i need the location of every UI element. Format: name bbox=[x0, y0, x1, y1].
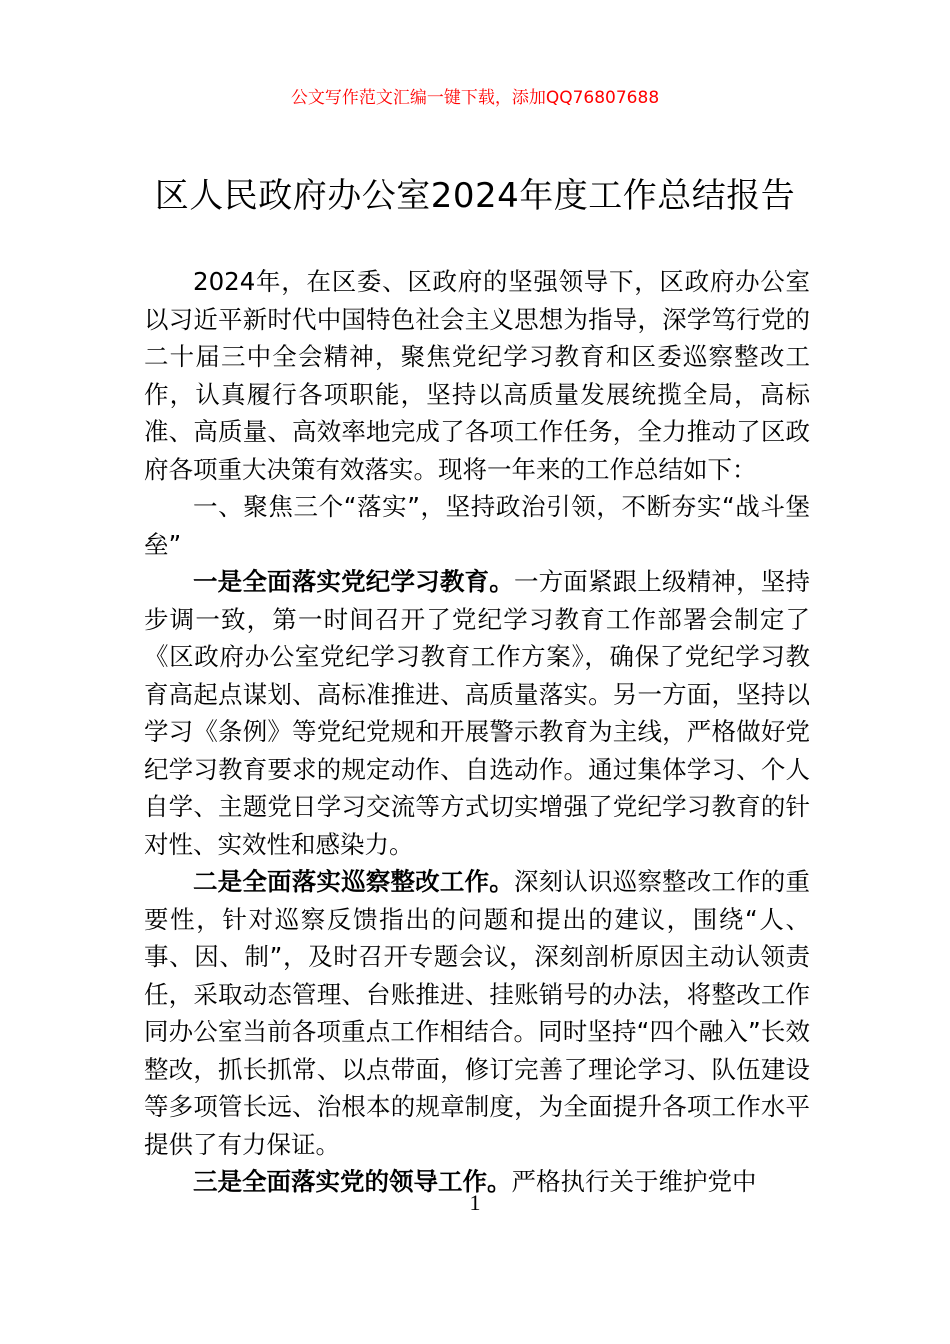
paragraph-lead: 二是全面落实巡察整改工作。 bbox=[193, 867, 514, 896]
page-number: 1 bbox=[469, 1190, 481, 1215]
paragraph-lead: 一是全面落实党纪学习教育。 bbox=[193, 567, 514, 596]
paragraph-lead: 三是全面落实党的领导工作。 bbox=[193, 1167, 512, 1196]
paragraph-text: 2024年，在区委、区政府的坚强领导下，区政府办公室以习近平新时代中国特色社会主义思想为指导，深学笃行党的二十届三中全会精神，聚焦党纪学习教育和区委巡察整改工作，认真履行各项职能，坚持以高质量发展统揽全局，高标准、高质量、高效率地完成了各项工作任务，全力推动了区政府各项重大决策有效落实。现将一年来的工作总结如下： bbox=[144, 267, 810, 484]
document-title: 区人民政府办公室2024年度工作总结报告 bbox=[154, 176, 796, 216]
document-body bbox=[144, 263, 810, 1201]
paragraph-text: 一方面紧跟上级精神，坚持步调一致，第一时间召开了党纪学习教育工作部署会制定了《区政府办公室党纪学习教育工作方案》，确保了党纪学习教育高起点谋划、高标准推进、高质量落实。另一方面，坚持以学习《条例》等党纪党规和开展警示教育为主线，严格做好党纪学习教育要求的规定动作、自选动作。通过集体学习、个人自学、主题党日学习交流等方式切实增强了党纪学习教育的针对性、实效性和感染力。 bbox=[144, 567, 810, 859]
download-notice: 公文写作范文汇编一键下载，添加QQ76807688 bbox=[290, 88, 660, 108]
paragraph-text: 一、聚焦三个“落实”，坚持政治引领，不断夯实“战斗堡垒” bbox=[144, 492, 810, 559]
paragraph-inspection-rectification bbox=[144, 863, 810, 1163]
paragraph-text: 严格执行关于维护党中 bbox=[511, 1167, 757, 1196]
intro-paragraph bbox=[144, 263, 810, 488]
paragraph-text: 深刻认识巡察整改工作的重要性，针对巡察反馈指出的问题和提出的建议，围绕“人、事、因、制”，及时召开专题会议，深刻剖析原因主动认领责任，采取动态管理、台账推进、挂账销号的办法，将整改工作同办公室当前各项重点工作相结合。同时坚持“四个融入”长效整改，抓长抓常、以点带面，修订完善了理论学习、队伍建设等多项管长远、治根本的规章制度，为全面提升各项工作水平提供了有力保证。 bbox=[144, 867, 810, 1159]
section-heading bbox=[144, 488, 810, 563]
paragraph-party-discipline bbox=[144, 563, 810, 863]
